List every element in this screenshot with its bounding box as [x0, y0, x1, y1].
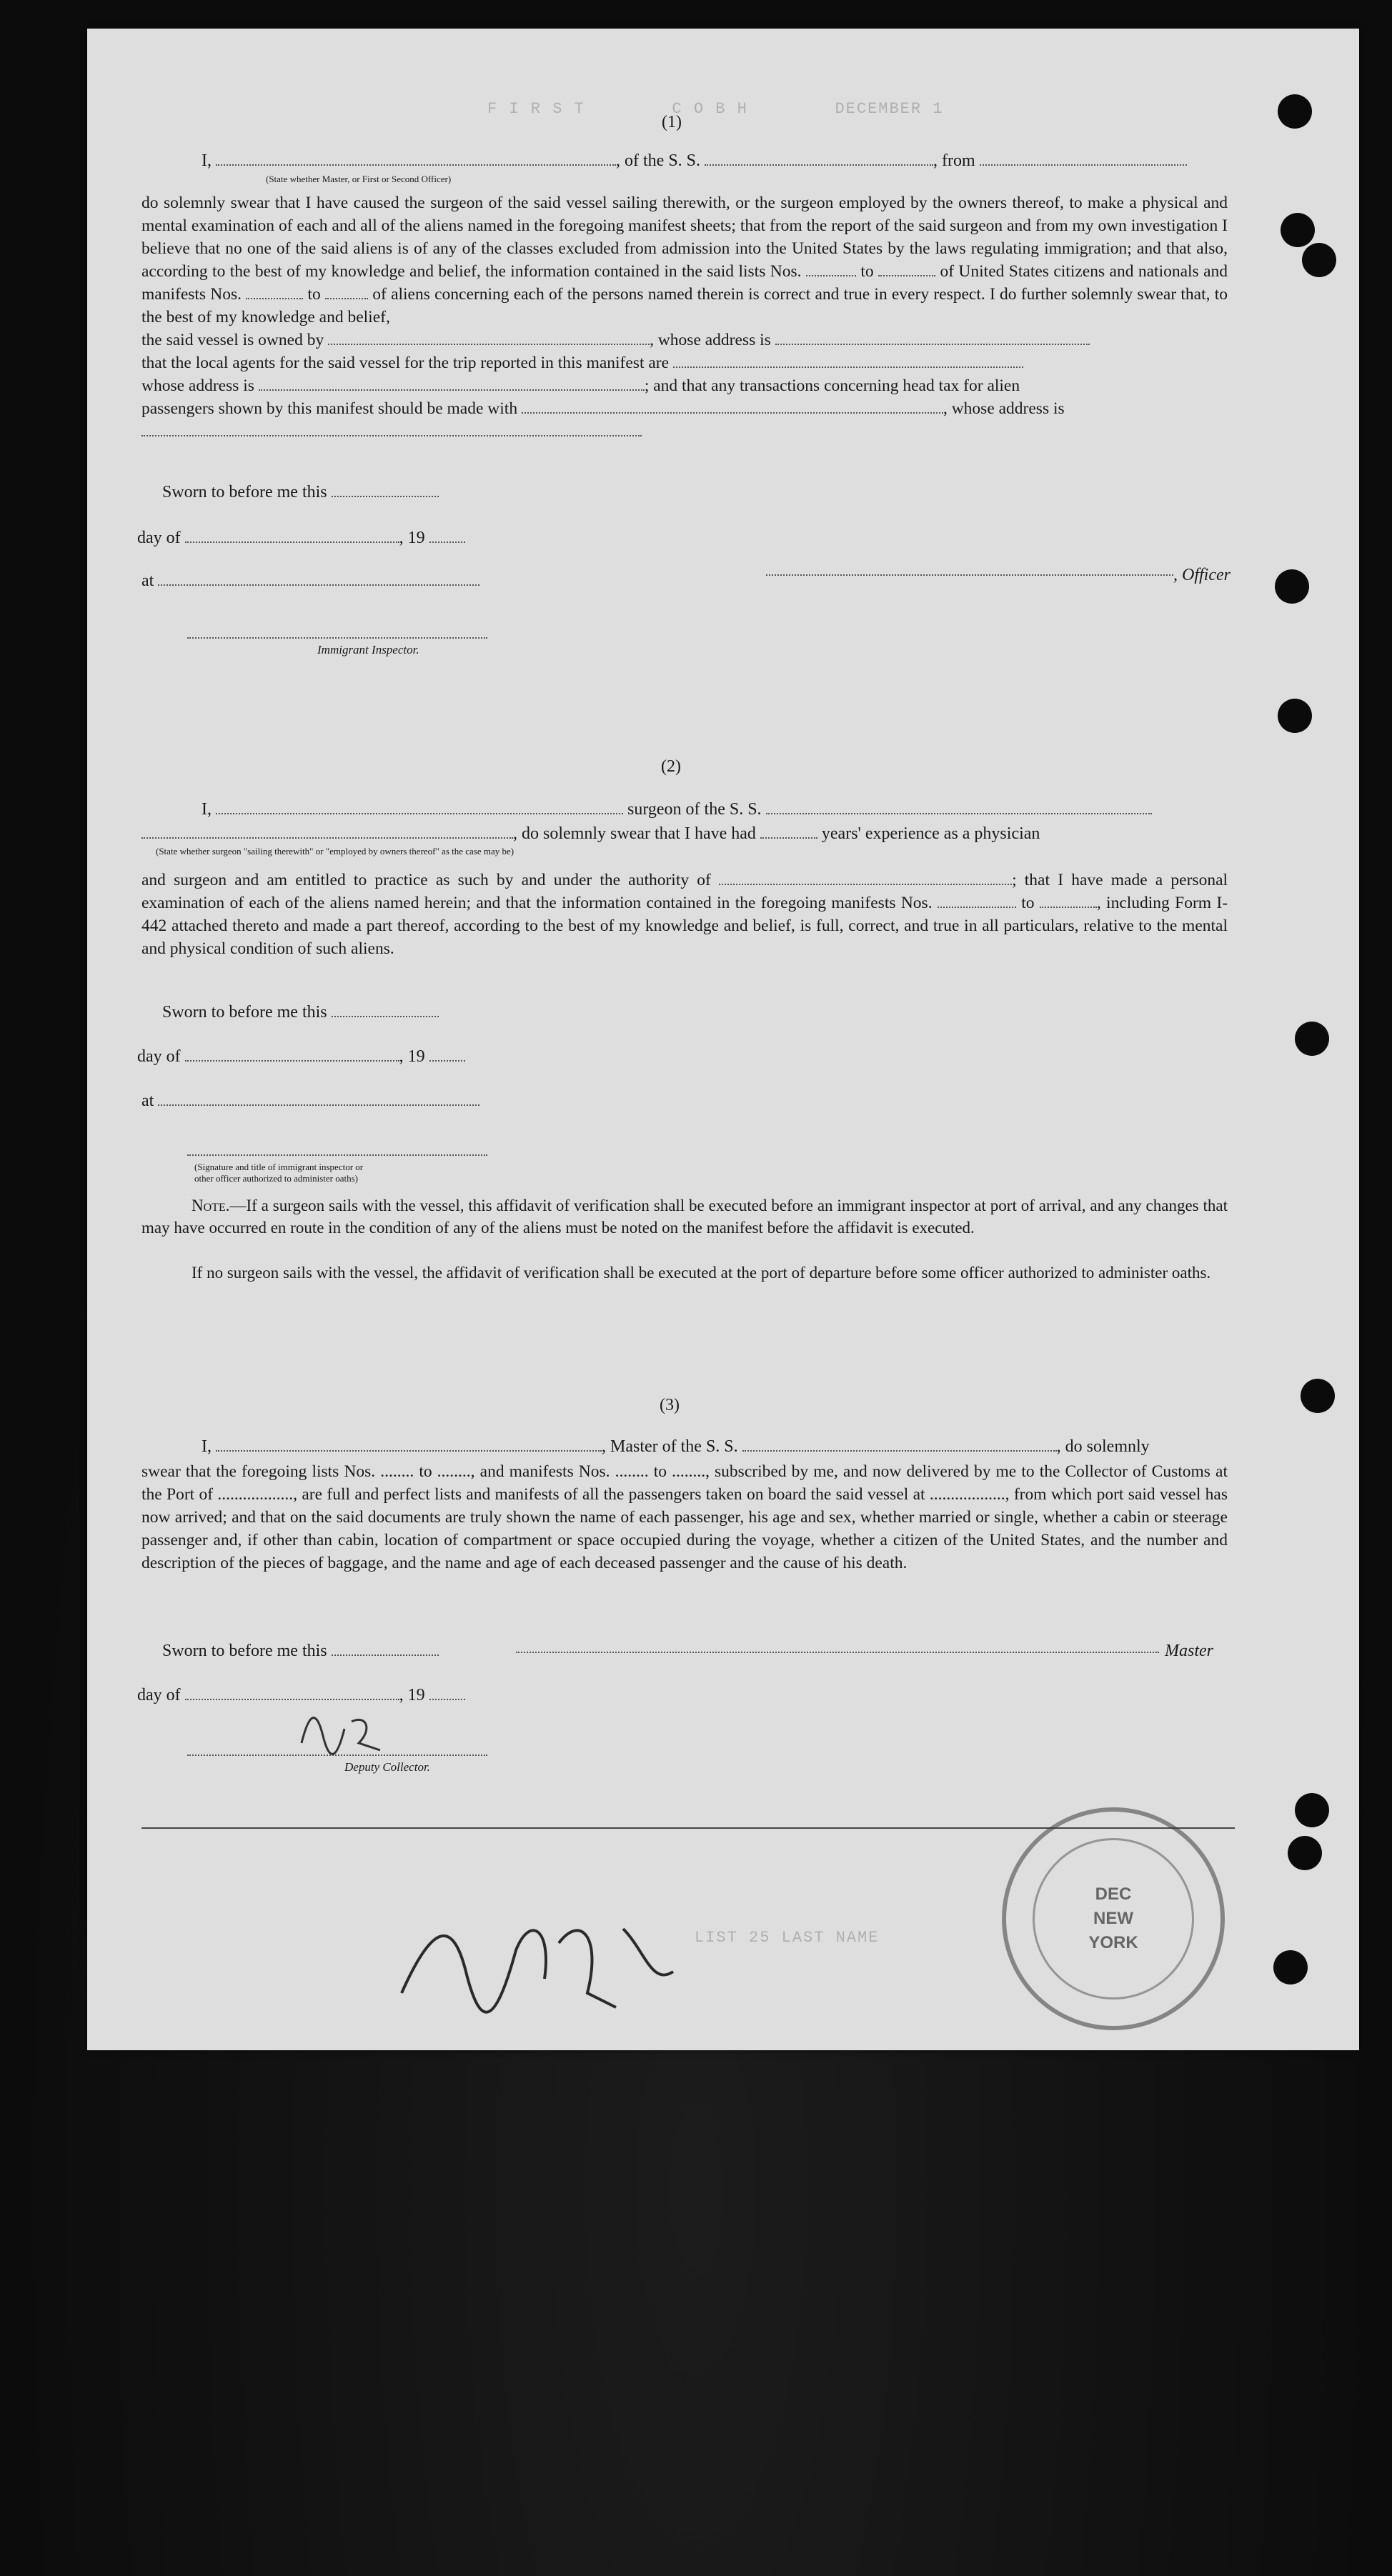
at-place-field[interactable]	[158, 1092, 479, 1106]
handwritten-signature	[387, 1886, 687, 2043]
whose-address-label: whose address is	[141, 376, 254, 395]
punch-hole	[1295, 1793, 1329, 1827]
head-tax-party-field[interactable]	[522, 399, 943, 414]
officer-signature-line[interactable]	[187, 1154, 487, 1156]
agents-address-field[interactable]	[259, 376, 645, 391]
passengers-shown-text: passengers shown by this manifest should be made with	[141, 399, 518, 418]
oath-text-continued: of aliens concerning each of the persons named therein is correct and true in every respect. I do further solemnly swear that, to the best of my knowledge and belief,	[141, 285, 1228, 326]
years-experience-text: years' experience as a physician	[821, 824, 1040, 843]
section-2-line-1	[202, 800, 1152, 819]
section-1-heading: (1)	[662, 113, 682, 131]
punch-hole	[1288, 1836, 1322, 1870]
manifests-from-field[interactable]	[938, 894, 1016, 908]
day-month-field[interactable]	[185, 1047, 399, 1062]
sworn-line-2	[162, 1003, 439, 1022]
section-3-body: swear that the foregoing lists Nos. ........ to ........, and manifests Nos. ........ to ........, subscribed by me, and now delivered by me to the Collector of Customs at the Port of .................., are full and perfect lists and manifests of all the passengers taken on board the said vessel at .................., from which port said vessel has now arrived; and that on the said documents are truly shown the name of each passenger, his age and sex, whether married or single, whether a cabin or steerage passenger and, if other than cabin, location of compartment or space occupied during the voyage, whether a citizen of the United States, and the number and description of the pieces of baggage, and the name and age of each deceased passenger and the cause of his death.	[141, 1462, 1228, 1572]
manifests-to-field[interactable]	[325, 285, 368, 299]
section-3-heading: (3)	[660, 1396, 680, 1414]
year-field[interactable]	[429, 1047, 465, 1062]
to-label: to	[1021, 894, 1035, 912]
prefix-i: I,	[202, 151, 212, 170]
year-label: , 19	[399, 529, 425, 547]
master-signature-line[interactable]	[516, 1652, 1159, 1653]
owner-address-field[interactable]	[775, 331, 1090, 345]
sworn-day-field[interactable]	[332, 483, 439, 497]
to-label: to	[307, 285, 321, 304]
sworn-label: Sworn to before me this	[162, 1642, 327, 1660]
officer-signature-line[interactable]	[766, 574, 1173, 576]
master-vessel-field[interactable]	[742, 1437, 1057, 1452]
oath-text: do solemnly swear that I have caused the surgeon of the said vessel sailing therewith, or the surgeon employed by the owners thereof, to make a physical and mental examination of each and all of the aliens named in the foregoing manifest sheets; that from the report of the said surgeon and from my own investigation I believe that no one of the said aliens is of any of the classes excluded from admission into the United States by the laws regulating immigration; and that also, according to the best of my knowledge and belief, the information contained in the said lists Nos.	[141, 194, 1228, 281]
master-name-field[interactable]	[216, 1437, 602, 1452]
authority-field[interactable]	[719, 871, 1012, 885]
day-of-label: day of	[137, 1047, 181, 1066]
manifests-from-field[interactable]	[246, 285, 303, 299]
manifests-text: of United States citizens and nationals and manifests Nos.	[141, 262, 1228, 304]
year-field[interactable]	[429, 529, 465, 543]
punch-hole	[1295, 1022, 1329, 1056]
punch-hole	[1281, 213, 1315, 247]
signature-caption: (Signature and title of immigrant inspector or	[194, 1162, 364, 1172]
punch-hole	[1273, 1950, 1308, 1985]
day-month-field[interactable]	[185, 1686, 399, 1700]
punch-hole	[1278, 699, 1312, 733]
note-label: Note.	[192, 1197, 230, 1214]
master-of-label: , Master of the S. S.	[602, 1437, 738, 1456]
note-text: If no surgeon sails with the vessel, the affidavit of verification shall be executed at the port of departure before some officer authorized to administer oaths.	[192, 1264, 1211, 1282]
at-label: at	[141, 1092, 154, 1110]
handwritten-initials	[287, 1700, 402, 1772]
sworn-day-field[interactable]	[332, 1642, 439, 1656]
section-2-line-2	[141, 824, 1040, 844]
deputy-caption: Deputy Collector.	[344, 1760, 430, 1774]
transactions-text: ; and that any transactions concerning head tax for alien	[644, 376, 1020, 395]
punch-hole	[1301, 1379, 1335, 1413]
signature-caption: other officer authorized to administer oaths)	[194, 1173, 358, 1184]
stamp-text: NEW	[1093, 1909, 1133, 1928]
local-agents-field[interactable]	[673, 354, 1023, 368]
punch-hole	[1278, 94, 1312, 129]
owned-by-label: the said vessel is owned by	[141, 331, 324, 349]
section-1-line-1	[202, 151, 1187, 171]
solemnly-text: , do solemnly swear that I have had	[513, 824, 756, 843]
solemnly-label: , do solemnly	[1056, 1437, 1150, 1456]
surgeon-name-field[interactable]	[216, 800, 623, 814]
inspector-signature-line[interactable]	[187, 637, 487, 639]
punch-hole	[1302, 243, 1336, 277]
head-tax-address-field[interactable]	[141, 422, 642, 436]
section-3-line-1	[202, 1437, 1150, 1457]
lists-from-field[interactable]	[806, 262, 856, 276]
sworn-day-field[interactable]	[332, 1003, 439, 1017]
stamp-text: YORK	[1088, 1933, 1138, 1952]
day-of-label: day of	[137, 529, 181, 547]
punch-hole	[1275, 569, 1309, 604]
day-month-field[interactable]	[185, 529, 399, 543]
at-line-1	[141, 571, 479, 591]
years-field[interactable]	[760, 824, 817, 839]
surgeon-of-label: surgeon of the S. S.	[627, 800, 762, 819]
of-ss-label: , of the S. S.	[616, 151, 701, 170]
year-label: , 19	[399, 1686, 425, 1704]
lists-to-field[interactable]	[878, 262, 935, 276]
surgeon-vessel-field[interactable]	[766, 800, 1152, 814]
show-through-text: F I R S T C O B H DECEMBER 1	[487, 100, 944, 118]
whose-address-label: , whose address is	[650, 331, 771, 349]
year-field[interactable]	[429, 1686, 465, 1700]
note-text: —If a surgeon sails with the vessel, this affidavit of verification shall be executed before an immigrant inspector at port of arrival, and any changes that may have occurred en route in the condition of any of the aliens must be noted on the manifest before the affidavit is executed.	[141, 1197, 1228, 1237]
vessel-name-field[interactable]	[705, 151, 933, 166]
section-2-heading: (2)	[661, 757, 681, 776]
from-label: , from	[933, 151, 975, 170]
section-2-body: and surgeon and am entitled to practice as such by and under the authority of ; that I have made a personal examination of each of the aliens named herein; and that the information contained in the foregoing manifests Nos. to , including Form I-442 attached thereto and made a part thereof, according to the best of my knowledge and belief, is full, correct, and true in all particulars, relative to the mental and physical condition of such aliens.	[141, 871, 1228, 958]
officer-caption: (State whether Master, or First or Second Officer)	[266, 174, 452, 184]
at-line-2	[141, 1092, 479, 1111]
at-label: at	[141, 571, 154, 590]
day-of-label: day of	[137, 1686, 181, 1704]
examination-text: that I have made a personal examination of each of the aliens named herein; and that the information contained in the foregoing manifests Nos.	[141, 871, 1228, 912]
inspector-caption: Immigrant Inspector.	[317, 643, 419, 657]
date-stamp	[1002, 1807, 1225, 2030]
day-line-2	[137, 1047, 465, 1067]
sworn-line-1	[162, 483, 439, 502]
from-port-field[interactable]	[980, 151, 1187, 166]
manifests-to-field[interactable]	[1040, 894, 1097, 908]
sworn-label: Sworn to before me this	[162, 483, 327, 501]
at-place-field[interactable]	[158, 571, 479, 586]
note-paragraph	[141, 1194, 1228, 1239]
form-text: , including Form I-442 attached thereto and made a part thereof, according to the best of my knowledge and belief, is full, correct, and true in all particulars, relative to the mental and physical condition of such aliens.	[141, 894, 1228, 958]
sworn-line-3	[162, 1642, 439, 1661]
day-line-1	[137, 529, 465, 548]
section-1-body	[141, 191, 1228, 443]
master-label: Master	[1165, 1642, 1213, 1660]
show-through-text: LIST 25 LAST NAME	[695, 1929, 880, 1947]
stamp-text: DEC	[1095, 1884, 1132, 1904]
sworn-label: Sworn to before me this	[162, 1003, 327, 1022]
manifest-page	[87, 29, 1359, 2050]
owner-field[interactable]	[328, 331, 650, 345]
year-label: , 19	[399, 1047, 425, 1066]
surgeon-caption: (State whether surgeon "sailing therewith" or "employed by owners thereof" as the case may be)	[156, 846, 514, 857]
authority-text: and surgeon and am entitled to practice as such by and under the authority of	[141, 871, 711, 889]
prefix-i: I,	[202, 800, 212, 819]
to-label: to	[860, 262, 874, 281]
note-paragraph-2	[141, 1262, 1228, 1284]
officer-name-field[interactable]	[216, 151, 616, 166]
whose-address-label: , whose address is	[943, 399, 1065, 418]
date-stamp-inner	[1033, 1838, 1194, 2000]
surgeon-capacity-field[interactable]	[141, 824, 513, 839]
officer-label: , Officer	[1173, 566, 1231, 584]
local-agents-label: that the local agents for the said vessel for the trip reported in this manifest are	[141, 354, 670, 372]
prefix-i: I,	[202, 1437, 212, 1456]
